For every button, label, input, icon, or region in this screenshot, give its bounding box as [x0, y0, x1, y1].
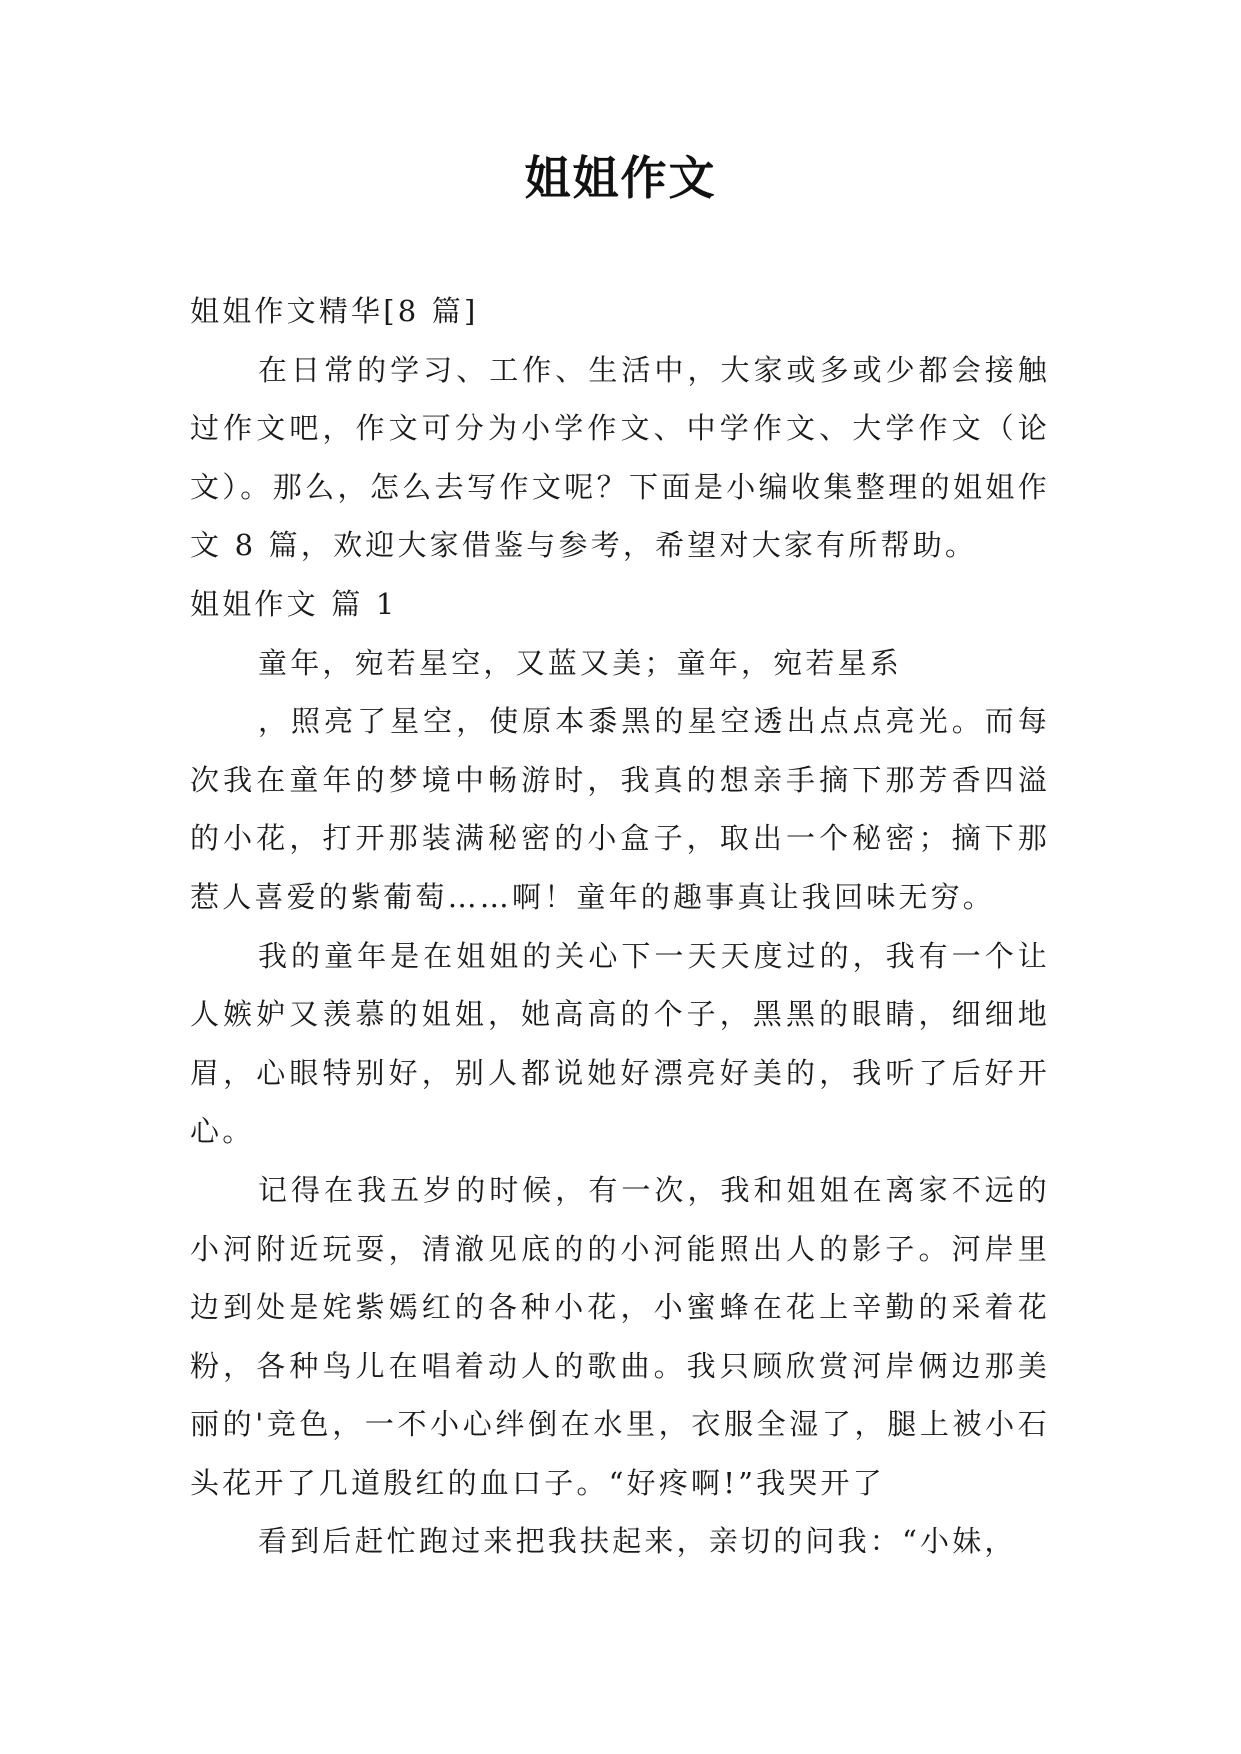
document-body: [190, 282, 1050, 1571]
document-title: 姐姐作文: [524, 151, 717, 205]
body-paragraph: 我的童年是在姐姐的关心下一天天度过的，我有一个让人嫉妒又羡慕的姐姐，她高高的个子，黑黑的眼睛，细细地眉，心眼特别好，别人都说她好漂亮好美的，我听了后好开心。: [190, 938, 1050, 1149]
body-paragraph: 童年，宛若星空，又蓝又美；童年，宛若星系: [258, 645, 903, 680]
subtitle-paragraph: 姐姐作文精华[8 篇]: [190, 294, 479, 328]
body-paragraph: 看到后赶忙跑过来把我扶起来，亲切的问我：“小妹，: [258, 1524, 1017, 1559]
intro-paragraph: 在日常的学习、工作、生活中，大家或多或少都会接触过作文吧，作文可分为小学作文、中学作文、大学作文（论文）。那么，怎么去写作文呢？下面是小编收集整理的姐姐作文 8 篇，欢迎大家借鉴与参考，希望对大家有所帮助。: [190, 352, 1050, 563]
body-paragraph: ，照亮了星空，使原本黍黑的星空透出点点亮光。而每次我在童年的梦境中畅游时，我真的想亲手摘下那芳香四溢的小花，打开那装满秘密的小盒子，取出一个秘密；摘下那惹人喜爱的紫葡萄……啊！童年的趣事真让我回味无穷。: [190, 704, 1050, 914]
section-heading: 姐姐作文 篇 1: [190, 586, 398, 621]
body-paragraph: 记得在我五岁的时候，有一次，我和姐姐在离家不远的小河附近玩耍，清澈见底的的小河能照出人的影子。河岸里边到处是姹紫嫣红的各种小花，小蜜蜂在花上辛勤的采着花粉，各种鸟儿在唱着动人的歌曲。我只顾欣赏河岸俩边那美丽的'竞色，一不小心绊倒在水里，衣服全湿了，腿上被小石头花开了几道殷红的血口子。“好疼啊!”我哭开了: [190, 1172, 1050, 1500]
